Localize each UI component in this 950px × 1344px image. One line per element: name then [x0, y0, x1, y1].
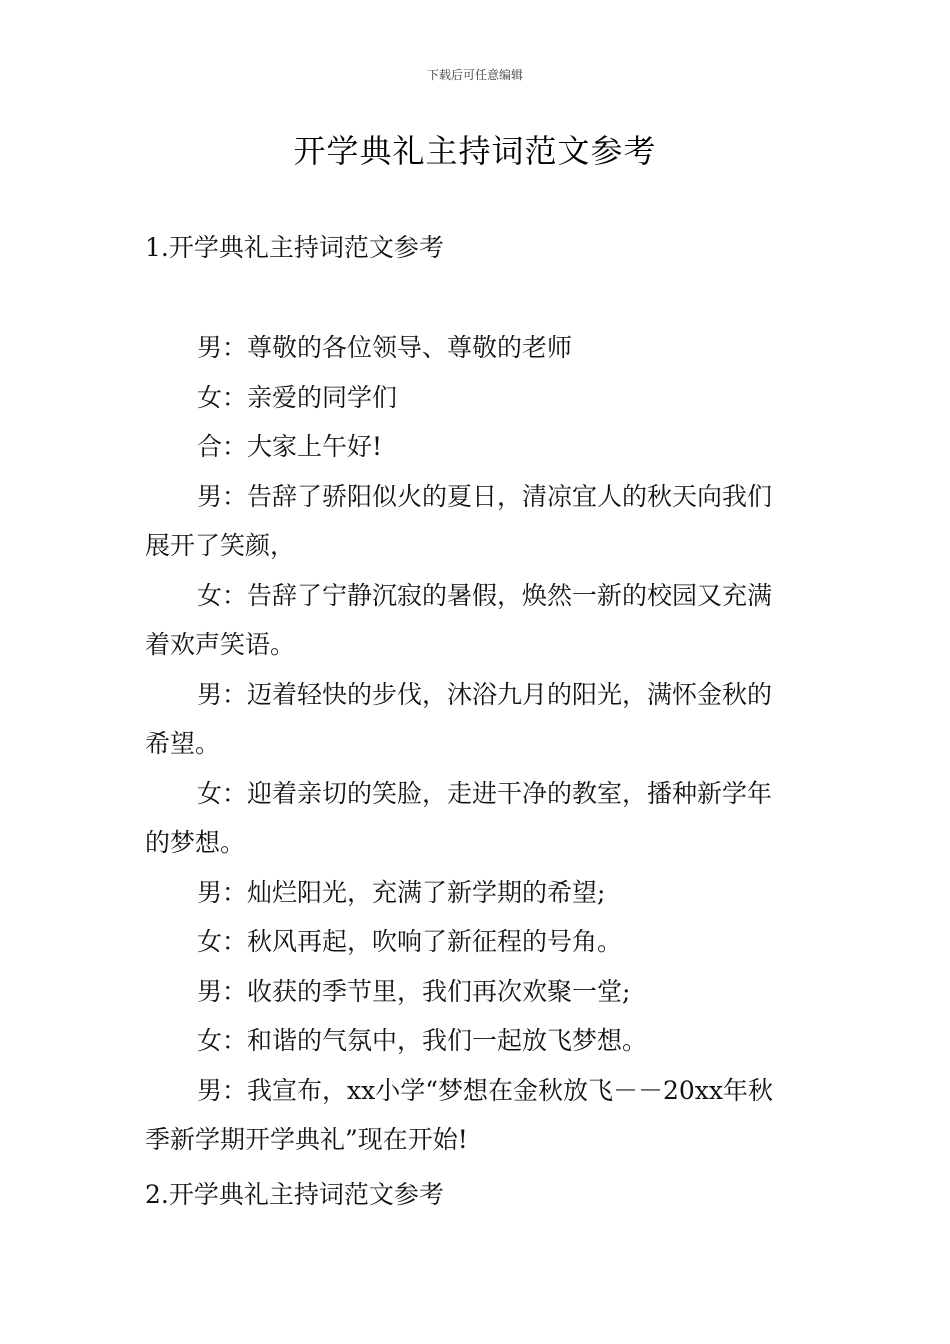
- paragraph-line: 的梦想。: [145, 828, 246, 857]
- header-note: 下载后可任意编辑: [426, 68, 523, 82]
- paragraph-line: 季新学期开学典礼”现在开始!: [145, 1125, 468, 1154]
- section-1-body: [145, 323, 810, 1165]
- paragraph-line: 展开了笑颜，: [145, 531, 296, 560]
- section-heading-2: 2.开学典礼主持词范文参考: [145, 1180, 444, 1209]
- paragraph-line: 男：收获的季节里，我们再次欢聚一堂;: [197, 976, 631, 1006]
- paragraph-line: 女：迎着亲切的笑脸，走进干净的教室，播种新学年: [197, 778, 773, 808]
- document-title: 开学典礼主持词范文参考: [293, 132, 657, 170]
- paragraph-line: 着欢声笑语。: [145, 630, 296, 659]
- paragraph-line: 女：告辞了宁静沉寂的暑假，焕然一新的校园又充满: [197, 580, 773, 610]
- paragraph-line: 女：和谐的气氛中，我们一起放飞梦想。: [197, 1026, 648, 1055]
- paragraph-line: 合：大家上午好!: [197, 432, 383, 461]
- paragraph-line: 女：亲爱的同学们: [197, 382, 398, 412]
- section-heading-1: 1.开学典礼主持词范文参考: [145, 233, 444, 262]
- paragraph-line: 男：告辞了骄阳似火的夏日，清凉宜人的秋天向我们: [197, 481, 773, 511]
- paragraph-line: 希望。: [145, 729, 221, 758]
- paragraph-line: 男：灿烂阳光，充满了新学期的希望;: [197, 877, 606, 907]
- paragraph-line: 女：秋风再起，吹响了新征程的号角。: [197, 927, 623, 956]
- paragraph-line: 男：我宣布，xx小学“梦想在金秋放飞－－20xx年秋: [197, 1075, 773, 1105]
- paragraph-line: 男：迈着轻快的步伐，沐浴九月的阳光，满怀金秋的: [197, 679, 773, 709]
- paragraph-line: 男：尊敬的各位领导、尊敬的老师: [197, 333, 573, 362]
